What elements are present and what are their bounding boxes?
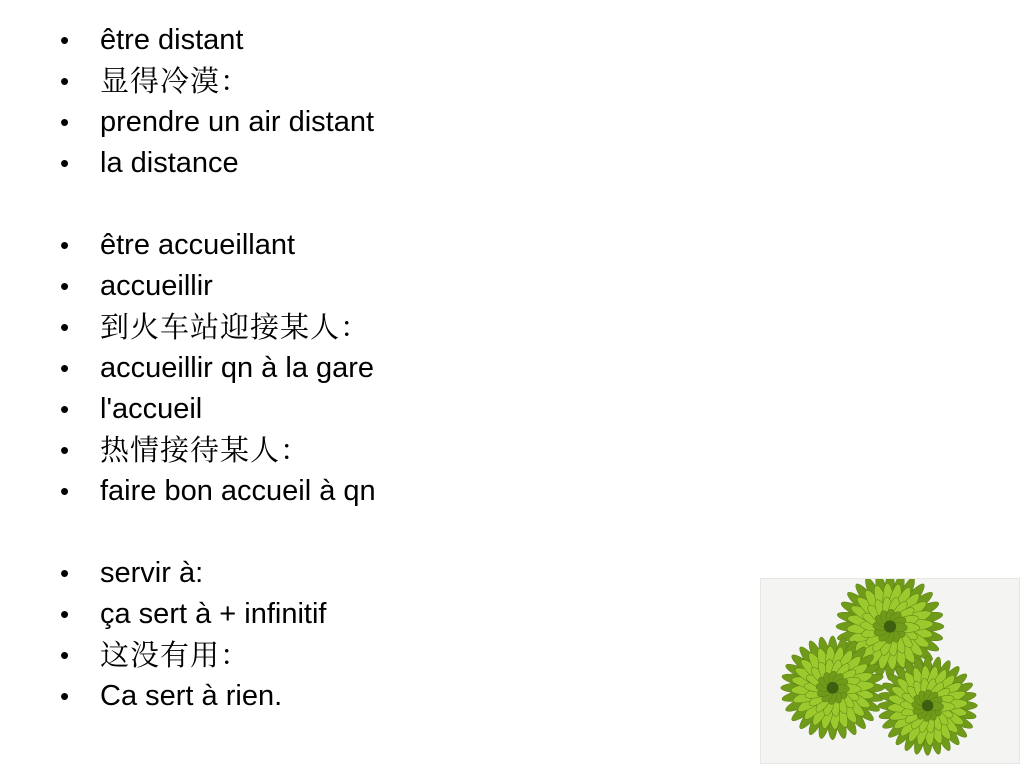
bullet-dot-icon: • (60, 66, 70, 96)
bullet-text: servir à: (100, 557, 204, 589)
bullet-text: 这没有用： (100, 638, 251, 672)
bullet-item (60, 307, 740, 348)
bullet-text: ça sert à + infinitif (100, 598, 327, 630)
bullet-text: la distance (100, 147, 239, 179)
bullet-dot-icon: • (60, 599, 70, 629)
bullet-item (60, 61, 740, 102)
bullet-dot-icon: • (60, 312, 70, 342)
bullet-text: accueillir (100, 270, 213, 302)
bullet-item (60, 471, 740, 512)
bullet-dot-icon: • (60, 640, 70, 670)
bullet-dot-icon: • (60, 681, 70, 711)
bullet-text: prendre un air distant (100, 106, 375, 138)
bullet-list (60, 20, 740, 717)
bullet-item (60, 266, 740, 307)
bullet-item (60, 389, 740, 430)
bullet-item (60, 20, 740, 61)
bullet-text: 热情接待某人： (100, 433, 311, 467)
bullet-spacer (60, 184, 740, 225)
bullet-text: faire bon accueil à qn (100, 475, 376, 507)
flower-center (827, 682, 839, 694)
bullet-dot-icon: • (60, 25, 70, 55)
bullet-dot-icon: • (60, 558, 70, 588)
bullet-item (60, 430, 740, 471)
flower-photo (760, 578, 1020, 764)
bullet-item (60, 348, 740, 389)
bullet-item (60, 225, 740, 266)
bullet-dot-icon: • (60, 271, 70, 301)
flower-center (922, 700, 933, 711)
bullet-dot-icon: • (60, 435, 70, 465)
bullet-dot-icon: • (60, 476, 70, 506)
chrysanthemum-image (761, 579, 1019, 763)
flower-center (884, 620, 896, 632)
bullet-dot-icon: • (60, 353, 70, 383)
bullet-dot-icon: • (60, 394, 70, 424)
bullet-text: Ca sert à rien. (100, 680, 283, 712)
bullet-text: 到火车站迎接某人： (100, 310, 371, 344)
bullet-text: être accueillant (100, 229, 296, 261)
bullet-item (60, 635, 740, 676)
bullet-dot-icon: • (60, 148, 70, 178)
bullet-dot-icon: • (60, 107, 70, 137)
bullet-text: 显得冷漠： (100, 64, 251, 98)
bullet-item (60, 553, 740, 594)
bullet-item (60, 676, 740, 717)
bullet-dot-icon: • (60, 230, 70, 260)
bullet-text: accueillir qn à la gare (100, 352, 375, 384)
bullet-text: l'accueil (100, 393, 203, 425)
bullet-item (60, 102, 740, 143)
bullet-item (60, 143, 740, 184)
bullet-spacer (60, 512, 740, 553)
bullet-item (60, 594, 740, 635)
bullet-text: être distant (100, 24, 244, 56)
